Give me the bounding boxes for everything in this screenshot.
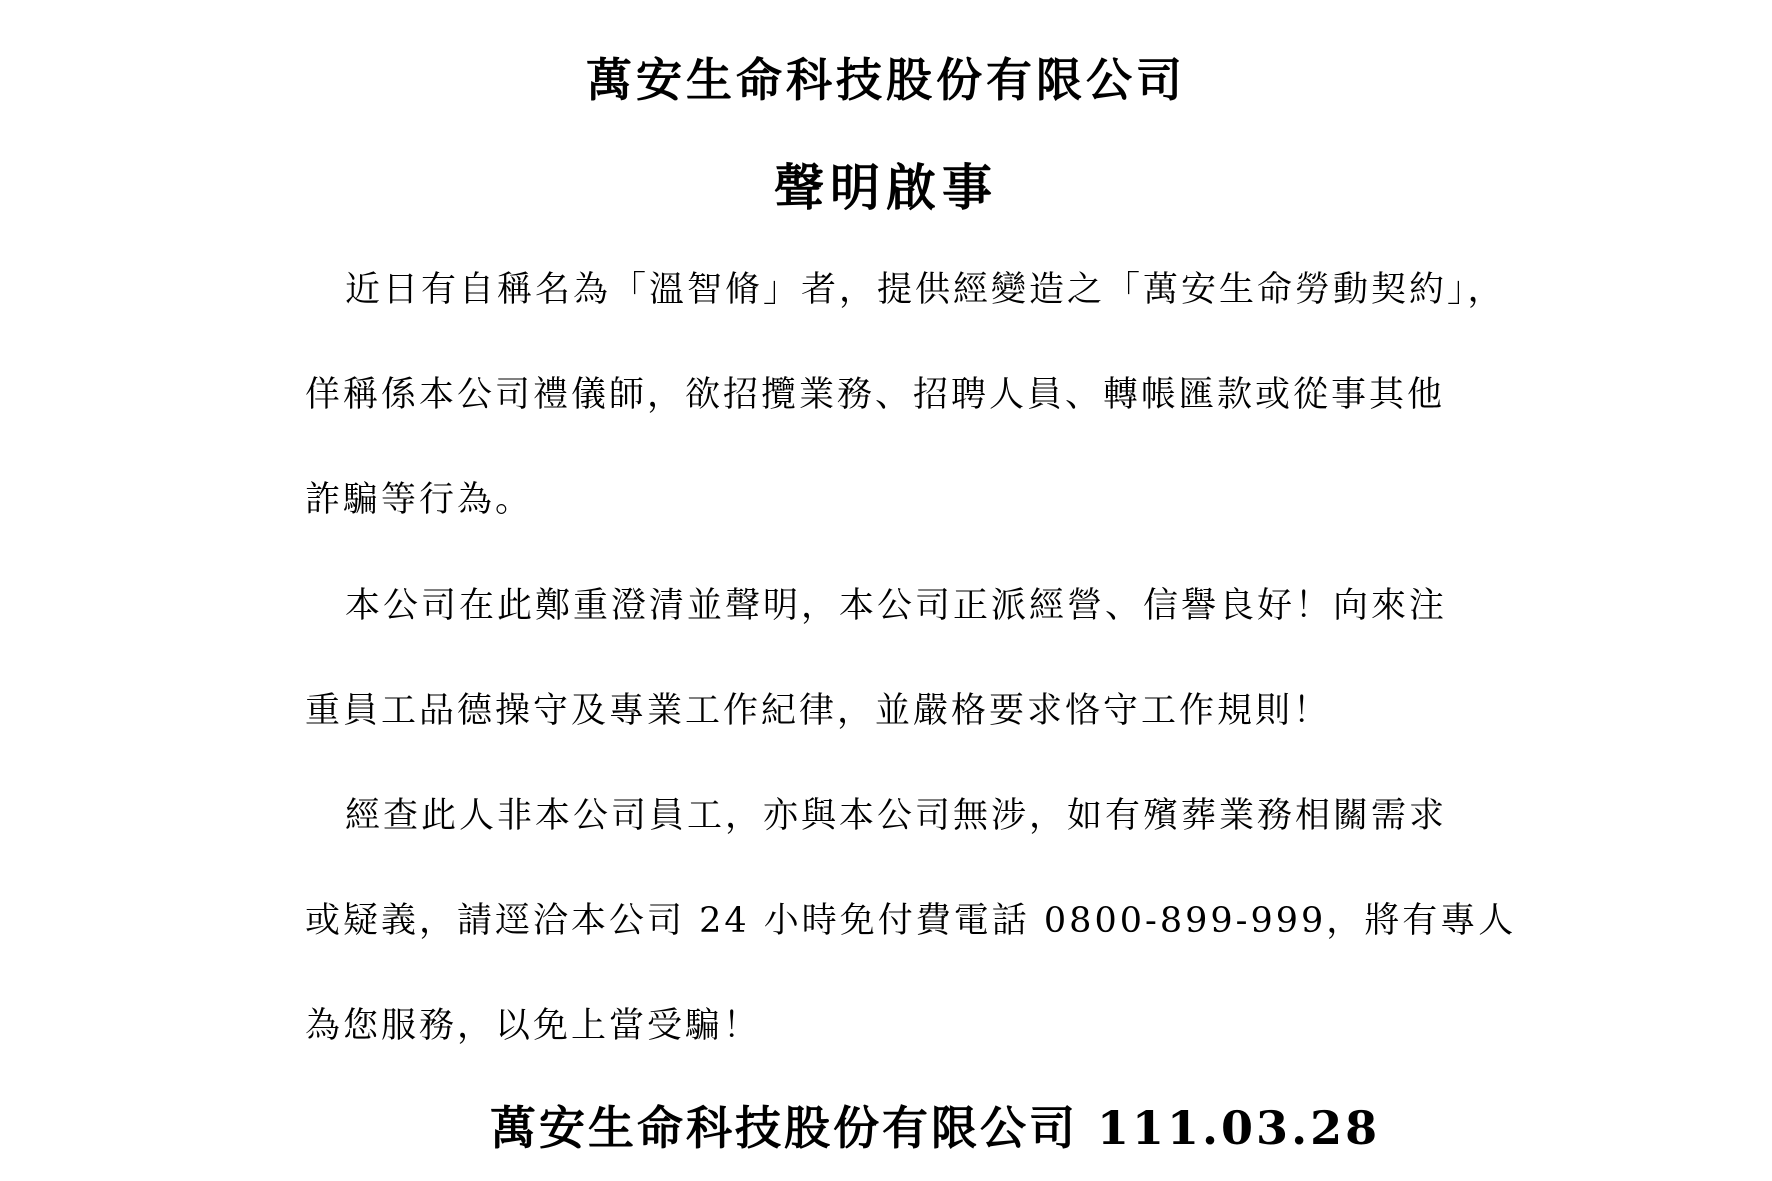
company-title: 萬安生命科技股份有限公司	[586, 53, 1186, 107]
paragraph-1-line-2: 佯稱係本公司禮儀師，欲招攬業務、招聘人員、轉帳匯款或從事其他	[305, 375, 1446, 415]
paragraph-3-line-3: 為您服務，以免上當受騙！	[305, 1006, 762, 1046]
paragraph-2-line-2: 重員工品德操守及專業工作紀律，並嚴格要求恪守工作規則！	[305, 691, 1332, 731]
notice-title: 聲明啟事	[774, 158, 998, 217]
paragraph-1-line-1: 近日有自稱名為「溫智脩」者，提供經變造之「萬安生命勞動契約」，	[345, 270, 1506, 310]
signature-date: 萬安生命科技股份有限公司 111.03.28	[490, 1101, 1381, 1155]
paragraph-3-line-1: 經查此人非本公司員工，亦與本公司無涉，如有殯葬業務相關需求	[345, 796, 1448, 836]
paragraph-2-line-1: 本公司在此鄭重澄清並聲明，本公司正派經營、信譽良好！向來注	[345, 586, 1448, 626]
paragraph-3-line-2: 或疑義，請逕洽本公司 24 小時免付費電話 0800-899-999，將有專人	[305, 901, 1517, 941]
paragraph-1-line-3: 詐騙等行為。	[305, 480, 534, 520]
